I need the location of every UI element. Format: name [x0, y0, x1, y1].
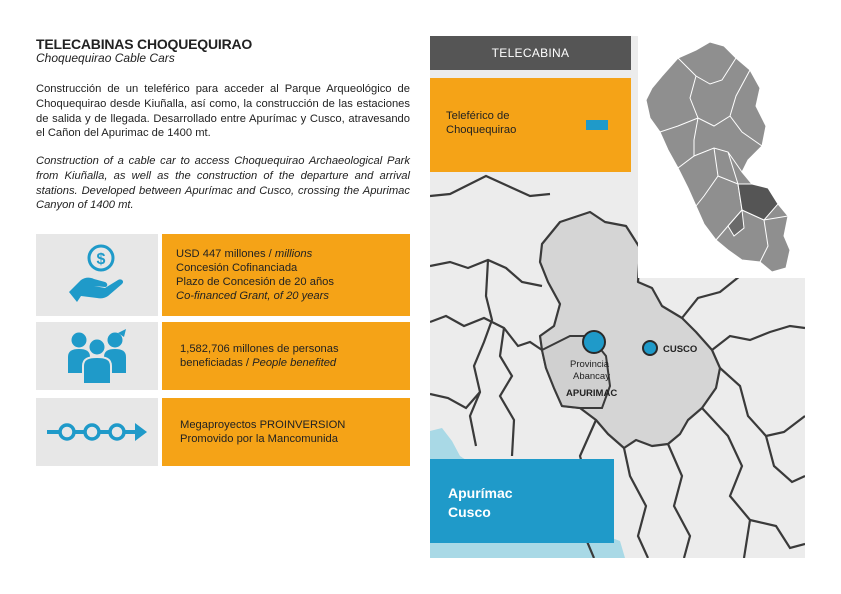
fact-text-box [162, 322, 410, 390]
page-subtitle: Choquequirao Cable Cars [36, 51, 175, 65]
label-apurimac: APURIMAC [566, 388, 618, 399]
hand-coin-icon [65, 244, 129, 306]
fact-line: Concesión Cofinanciada [176, 261, 298, 274]
page-title: TELECABINAS CHOQUEQUIRAO [36, 36, 253, 52]
fact-line: beneficiadas / People benefited [180, 357, 337, 369]
label-provincia: Provincia [570, 359, 610, 370]
fact-line: 1,582,706 millones de personas [180, 342, 339, 355]
fact-row-investment [36, 234, 410, 316]
fact-icon-box [36, 234, 158, 316]
fact-line: USD 447 millones / millions [176, 247, 313, 260]
description-english: Construction of a cable car to access Choquequirao Archaeological Park from Kiuñalla, as well as the construction of the departure and arrival stations. Developed between Apurímac and Cusco, crossing the Apurimac Canyon of 1400 mt. [36, 155, 410, 212]
map-legend [430, 78, 631, 172]
legend-swatch [586, 120, 608, 130]
label-abancay: Abancay [573, 371, 610, 382]
fact-text-box [162, 234, 410, 316]
fact-row-promoter [36, 398, 410, 466]
fact-row-beneficiaries [36, 322, 410, 390]
description-spanish: Construcción de un teleférico para acceder al Parque Arqueológico de Choquequirao desde Kiuñalla, así como, la construcción de las estaciones de salida y de llegada. Desarrollado entre Apurímac y Cusco, atravesando el Cañon del Apurimac de 1400 mt. [36, 83, 410, 140]
svg-text:$: $ [96, 251, 106, 268]
tab-telecabina[interactable]: TELECABINA [430, 36, 631, 70]
fact-line: Megaproyectos PROINVERSION [180, 418, 346, 431]
fact-text-box [162, 398, 410, 466]
fact-line: Plazo de Concesión de 20 años [176, 276, 334, 288]
map-panel [430, 36, 805, 558]
peru-country-map [638, 36, 805, 278]
people-group-icon [66, 327, 128, 385]
fact-line: Promovido por la Mancomunida [180, 433, 338, 445]
region-line-apurimac: Apurímac [448, 485, 513, 501]
fact-icon-box [36, 322, 158, 390]
peru-inset [638, 36, 805, 278]
progress-arrow-icon [45, 420, 149, 444]
label-cusco: CUSCO [663, 344, 698, 355]
region-line-cusco: Cusco [448, 504, 491, 520]
legend-label: Teleférico de Choquequirao [446, 110, 517, 136]
fact-icon-box [36, 398, 158, 466]
region-box [430, 459, 614, 543]
fact-line: Co-financed Grant, of 20 years [176, 290, 329, 303]
